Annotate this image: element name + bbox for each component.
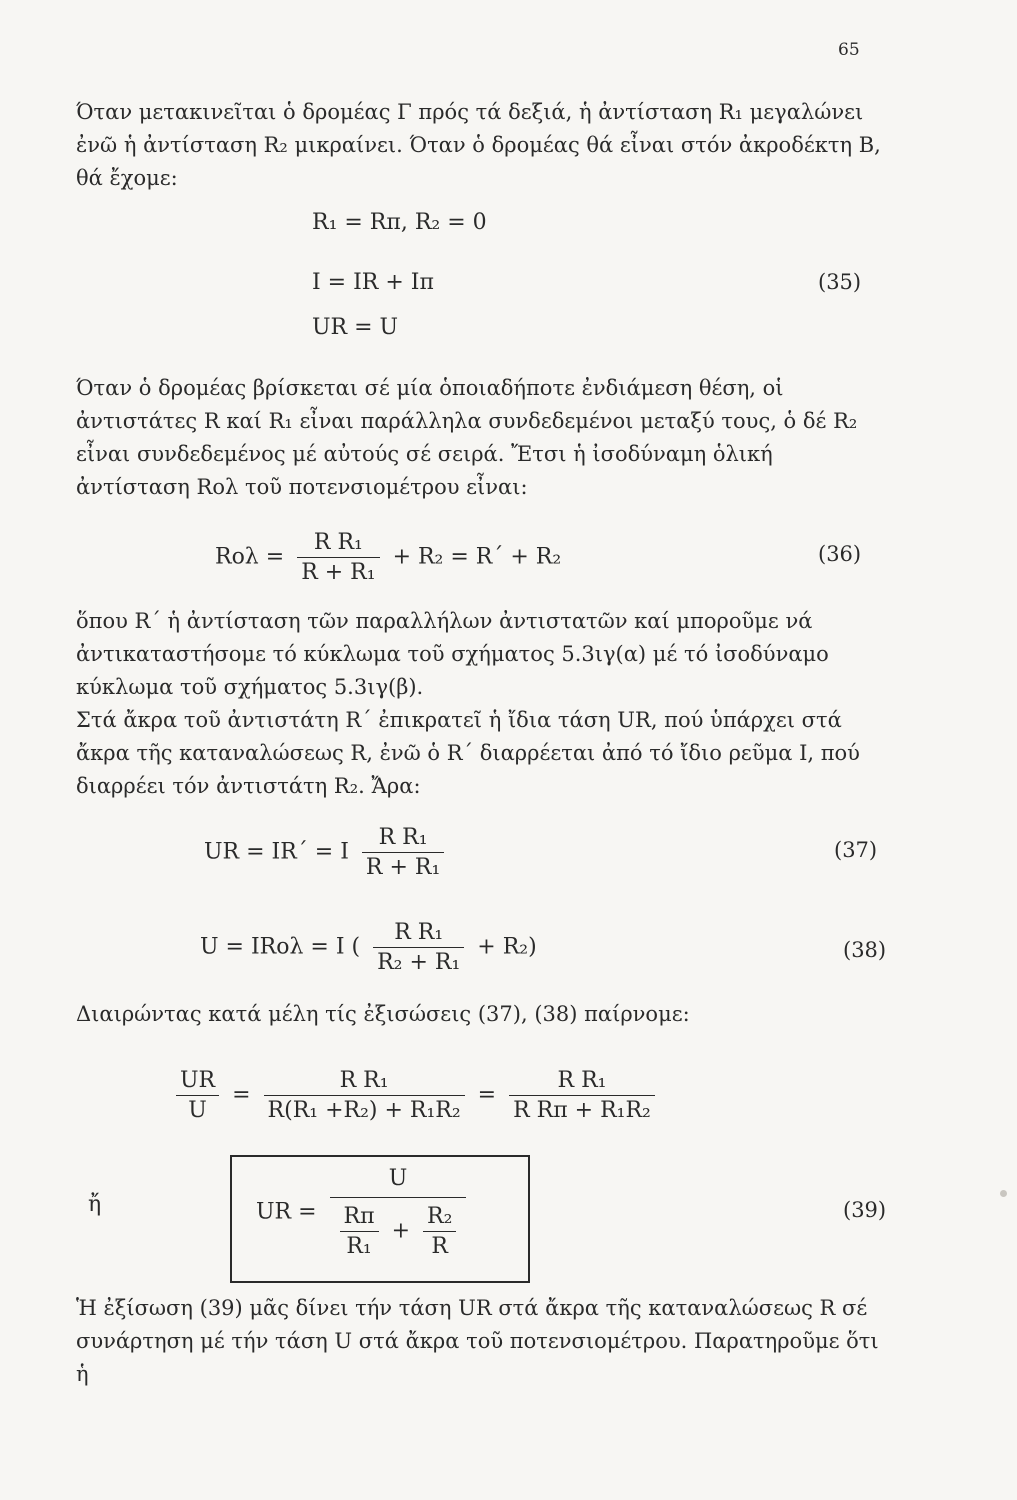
ratio-a-fraction (176, 1068, 219, 1123)
equation-37-fraction (362, 825, 444, 880)
equation-35-line-1: R₁ = Rπ, R₂ = 0 (312, 210, 487, 235)
equation-36-number: (36) (818, 542, 862, 566)
ratio-c-fraction (509, 1068, 655, 1123)
equation-38-number: (38) (843, 938, 887, 962)
equation-39-term-1-numerator: Rπ (340, 1204, 379, 1232)
equation-38-rhs: + R₂) (477, 934, 537, 960)
ratio-equals-2: = (477, 1082, 497, 1108)
paragraph-5: Διαιρώντας κατά μέλη τίς ἐξισώσεις (37), (38) παίρνομε: (76, 1002, 690, 1026)
ratio-c-denominator: R Rπ + R₁R₂ (513, 1098, 651, 1123)
ratio-equals-1: = (232, 1082, 251, 1108)
equation-39-numerator: U (330, 1166, 467, 1198)
equation-37-number: (37) (834, 838, 878, 862)
equation-39-term-1 (340, 1204, 379, 1259)
ratio-b-numerator: R R₁ (264, 1068, 465, 1096)
ratio-equation (170, 1068, 661, 1123)
equation-39-number: (39) (843, 1198, 887, 1222)
equation-37-denominator: R + R₁ (365, 855, 441, 880)
equation-35-line-3: UR = U (312, 315, 399, 340)
paragraph-1: Όταν μετακινεῖται ὁ δρομέας Γ πρός τά δεξιά, ἡ ἀντίσταση R₁ μεγαλώνει ἐνῶ ἡ ἀντίσταση R₂ μικραίνει. Όταν ὁ δρομέας θά εἶναι στόν ἀκροδέκτη Β, θά ἔχομε: (76, 100, 881, 190)
equation-35-number: (35) (818, 270, 862, 294)
equation-36-rhs: + R₂ = R΄ + R₂ (392, 544, 562, 570)
equation-39-term-2 (423, 1204, 456, 1259)
ratio-c-numerator: R R₁ (509, 1068, 655, 1096)
paragraph-3: ὅπου R΄ ἡ ἀντίσταση τῶν παραλλήλων ἀντιστατῶν καί μποροῦμε νά ἀντικαταστήσομε τό κύκλωμα τοῦ σχήματος 5.3ιγ(α) μέ τό ἰσοδύναμο κύκλωμα τοῦ σχήματος 5.3ιγ(β). (76, 609, 829, 699)
equation-39-fraction (330, 1166, 467, 1259)
equation-39-denominator (330, 1198, 467, 1259)
ratio-b-fraction (264, 1068, 465, 1123)
ratio-a-denominator: U (188, 1098, 207, 1123)
equation-39-lhs: UR = (256, 1199, 317, 1225)
or-conjunction: ἤ (88, 1192, 102, 1217)
page-number: 65 (838, 40, 860, 60)
equation-39-plus: + (391, 1218, 411, 1244)
paragraph-4: Στά ἄκρα τοῦ ἀντιστάτη R΄ ἐπικρατεῖ ἡ ἴδια τάση UR, πού ὑπάρχει στά ἄκρα τῆς καταναλώσεως R, ἐνῶ ὁ R΄ διαρρέεται ἀπό τό ἴδιο ρεῦμα I, πού διαρρέει τόν ἀντιστάτη R₂. Ἄρα: (76, 708, 860, 798)
equation-39 (256, 1166, 472, 1259)
equation-38-numerator: R R₁ (373, 920, 464, 948)
equation-36-lhs: Rολ = (215, 544, 285, 570)
equation-36 (215, 530, 561, 585)
paragraph-2: Όταν ὁ δρομέας βρίσκεται σέ μία ὁποιαδήποτε ἐνδιάμεση θέση, οἱ ἀντιστάτες R καί R₁ εἶναι παράλληλα συνδεδεμένοι μεταξύ τους, ὁ δέ R₂ εἶναι συνδεδεμένος μέ αὐτούς σέ σειρά. Ἔτσι ἡ ἰσοδύναμη ὁλική ἀντίσταση Rολ τοῦ ποτενσιομέτρου εἶναι: (76, 376, 858, 499)
equation-38 (200, 920, 537, 975)
equation-36-fraction (297, 530, 379, 585)
equation-38-denominator: R₂ + R₁ (377, 950, 461, 975)
equation-39-term-2-denominator: R (431, 1234, 448, 1259)
ratio-a-numerator: UR (176, 1068, 219, 1096)
equation-38-lhs: U = IRολ = I ( (200, 934, 361, 960)
ratio-b-denominator: R(R₁ +R₂) + R₁R₂ (267, 1098, 461, 1123)
equation-37-numerator: R R₁ (362, 825, 444, 853)
scan-speck (1000, 1190, 1007, 1197)
equation-39-term-1-denominator: R₁ (346, 1234, 372, 1259)
equation-36-numerator: R R₁ (297, 530, 379, 558)
paragraph-7: Ἡ ἐξίσωση (39) μᾶς δίνει τήν τάση UR στά ἄκρα τῆς καταναλώσεως R σέ συνάρτηση μέ τήν τάση U στά ἄκρα τοῦ ποτενσιομέτρου. Παρατηροῦμε ὅτι ἡ (76, 1296, 879, 1386)
equation-35-line-2: I = IR + Iπ (312, 270, 434, 295)
equation-39-term-2-numerator: R₂ (423, 1204, 456, 1232)
equation-37-lhs: UR = IR΄ = I (204, 839, 349, 865)
equation-38-fraction (373, 920, 464, 975)
equation-36-denominator: R + R₁ (301, 560, 376, 585)
equation-37 (204, 825, 450, 880)
